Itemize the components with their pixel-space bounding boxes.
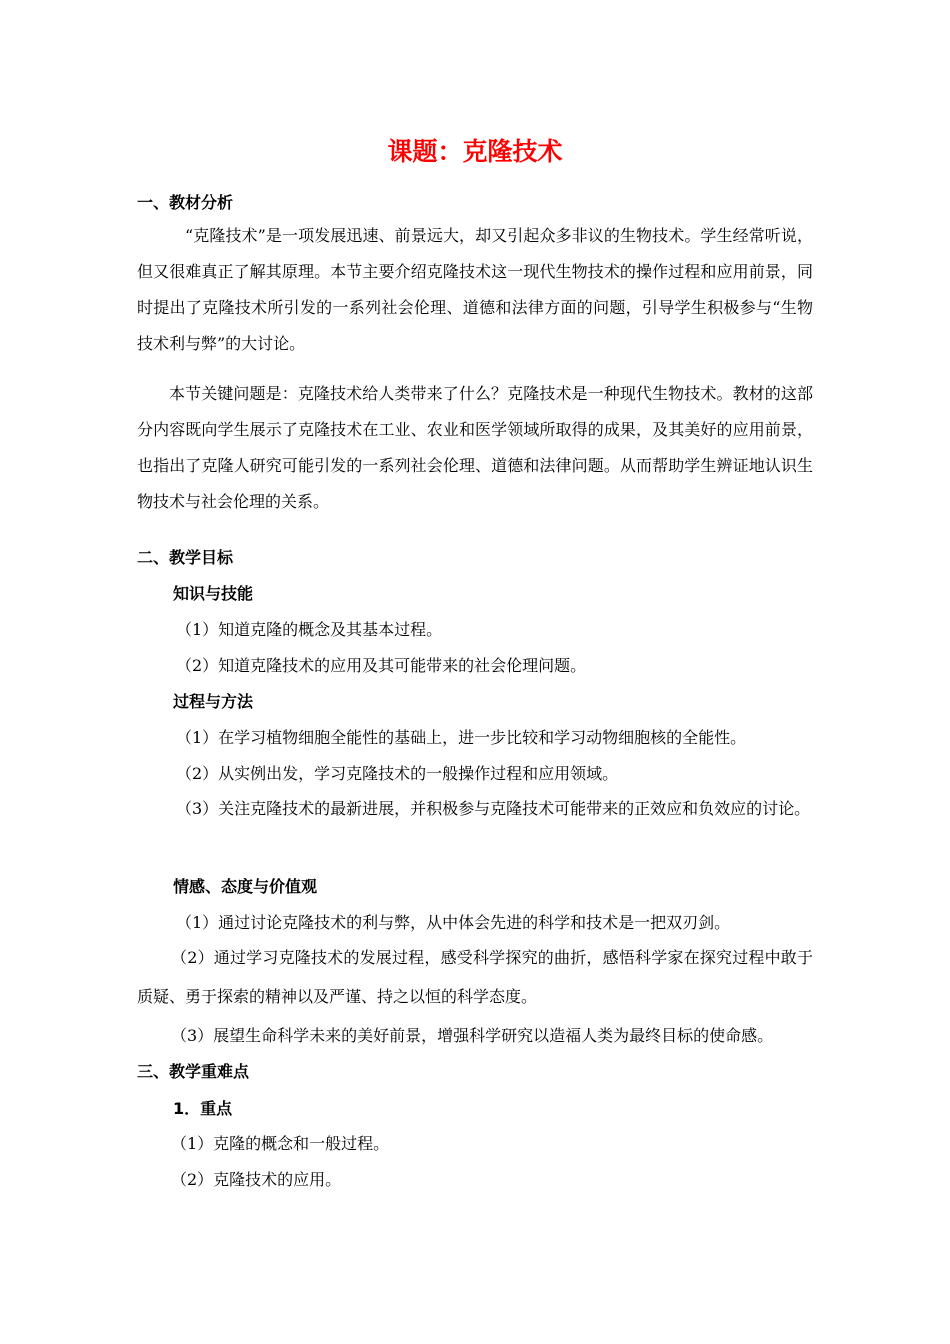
section-heading-objectives: 二、教学目标 (137, 548, 234, 567)
subheading-key-points: 1．重点 (173, 1099, 233, 1118)
emotion-item-3: （3）展望生命科学未来的美好前景，增强科学研究以造福人类为最终目标的使命感。 (171, 1026, 774, 1045)
analysis-paragraph-2: 本节关键问题是：克隆技术给人类带来了什么？克隆技术是一种现代生物技术。教材的这部分内容既向学生展示了克隆技术在工业、农业和医学领域所取得的成果，及其美好的应用前景，也指出了克隆人研究可能引发的一系列社会伦理、道德和法律问题。从而帮助学生辨证地认识生物技术与社会伦理的关系。 (137, 384, 813, 511)
section-heading-key-difficult-points: 三、教学重难点 (137, 1062, 250, 1081)
subheading-process-methods: 过程与方法 (173, 692, 254, 711)
knowledge-item-2: （2）知道克隆技术的应用及其可能带来的社会伦理问题。 (176, 656, 587, 675)
process-item-1: （1）在学习植物细胞全能性的基础上，进一步比较和学习动物细胞核的全能性。 (176, 728, 747, 747)
emotion-item-2: （2）通过学习克隆技术的发展过程，感受科学探究的曲折，感悟科学家在探究过程中敢于质疑、勇于探索的精神以及严谨、持之以恒的科学态度。 (137, 948, 813, 1006)
analysis-paragraph-1: “克隆技术”是一项发展迅速、前景远大，却又引起众多非议的生物技术。学生经常听说，但又很难真正了解其原理。本节主要介绍克隆技术这一现代生物技术的操作过程和应用前景，同时提出了克隆技术所引发的一系列社会伦理、道德和法律方面的问题，引导学生积极参与“生物技术利与弊”的大讨论。 (137, 226, 813, 353)
key-point-item-1: （1）克隆的概念和一般过程。 (171, 1134, 390, 1153)
subheading-knowledge-skills: 知识与技能 (173, 584, 254, 603)
knowledge-item-1: （1）知道克隆的概念及其基本过程。 (176, 620, 443, 639)
section-heading-analysis: 一、教材分析 (137, 193, 234, 212)
key-point-item-2: （2）克隆技术的应用。 (171, 1170, 342, 1189)
process-item-2: （2）从实例出发，学习克隆技术的一般操作过程和应用领域。 (176, 764, 619, 783)
page-title: 课题：克隆技术 (387, 137, 563, 166)
process-item-3: （3）关注克隆技术的最新进展，并积极参与克隆技术可能带来的正效应和负效应的讨论。 (176, 799, 811, 818)
emotion-item-1: （1）通过讨论克隆技术的利与弊，从中体会先进的科学和技术是一把双刃剑。 (176, 913, 731, 932)
subheading-emotion-values: 情感、态度与价值观 (173, 877, 318, 896)
